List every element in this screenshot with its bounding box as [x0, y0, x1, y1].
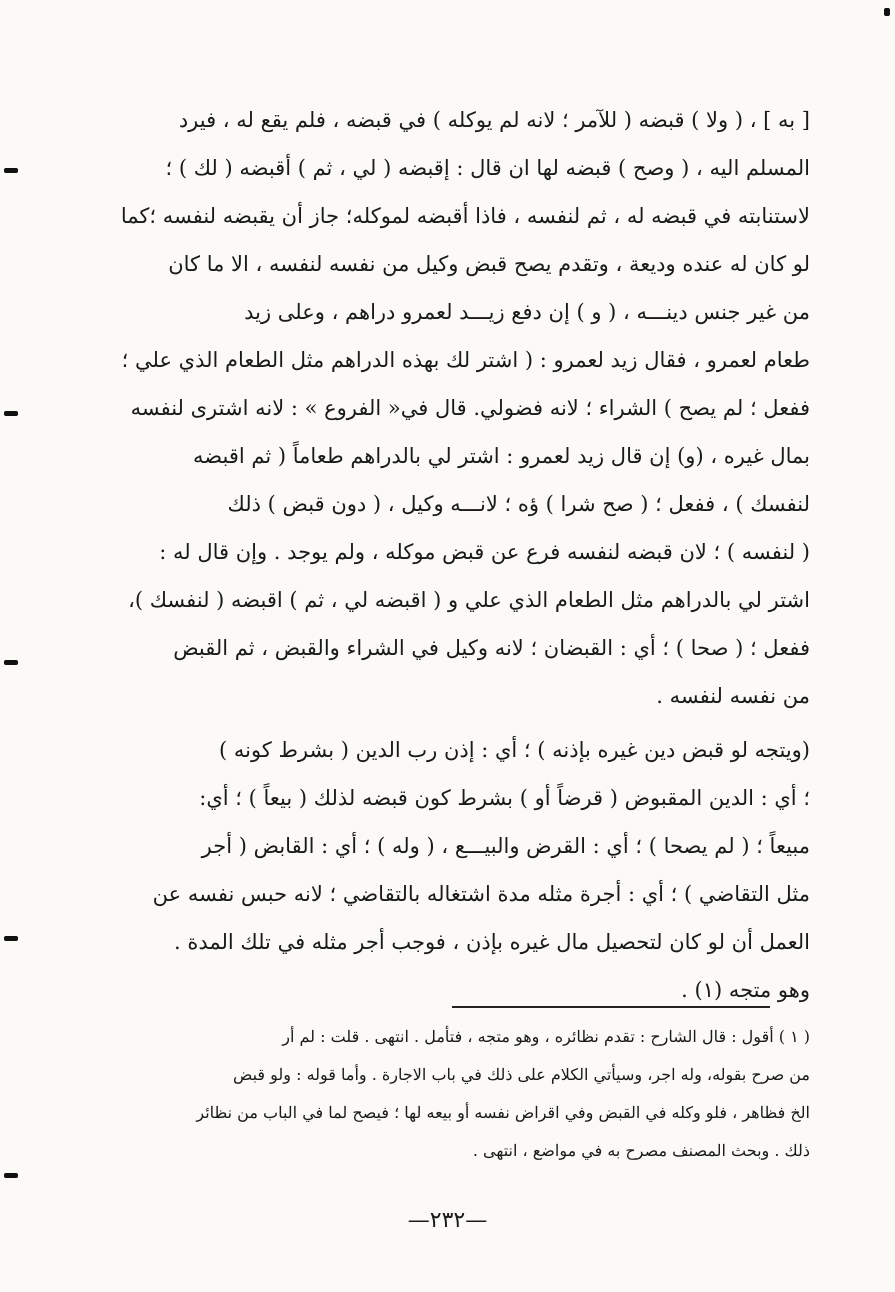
paragraph-1	[118, 96, 810, 720]
text-line: اشتر لي بالدراهم مثل الطعام الذي علي و ( اقبضه لي ، ثم ) اقبضه ( لنفسك )،	[128, 588, 810, 612]
margin-mark	[4, 936, 18, 941]
text-line: [ به ] ، ( ولا ) قبضه ( للآمر ؛ لانه لم يوكله ) في قبضه ، فلم يقع له ، فيرد	[178, 108, 810, 132]
text-line: من نفسه لنفسه .	[656, 684, 810, 708]
text-line: ففعل ؛ ( صحا ) ؛ أي : القبضان ؛ لانه وكيل في الشراء والقبض ، ثم القبض	[173, 636, 810, 660]
text-line: وهو متجه (١) .	[681, 978, 810, 1002]
text-line: ( لنفسه ) ؛ لان قبضه لنفسه فرع عن قبض موكله ، ولم يوجد . وإن قال له :	[159, 540, 810, 564]
footnote-line: من صرح بقوله، وله اجر، وسيأتي الكلام على ذلك في باب الاجارة . وأما قوله : ولو قبض	[232, 1065, 810, 1084]
margin-mark	[4, 1173, 18, 1178]
margin-mark	[4, 168, 18, 173]
text-line: لنفسك ) ، ففعل ؛ ( صح شرا ) ؤه ؛ لانـــه وكيل ، ( دون قبض ) ذلك	[227, 492, 810, 516]
text-line: المسلم اليه ، ( وصح ) قبضه لها ان قال : إقبضه ( لي ، ثم ) أقبضه ( لك ) ؛	[165, 156, 810, 180]
text-line: ففعل ؛ لم يصح ) الشراء ؛ لانه فضولي. قال في« الفروع » : لانه اشترى لنفسه	[130, 396, 810, 420]
main-text	[118, 96, 810, 1014]
footnote-line: ( ١ ) أقول : قال الشارح : تقدم نظائره ، وهو متجه ، فتأمل . انتهى . قلت : لم أر	[282, 1027, 810, 1046]
text-line: طعام لعمرو ، فقال زيد لعمرو : ( اشتر لك بهذه الدراهم مثل الطعام الذي علي ؛	[121, 348, 810, 372]
text-line: العمل أن لو كان لتحصيل مال غيره بإذن ، فوجب أجر مثله في تلك المدة .	[173, 930, 810, 954]
footnote	[118, 1018, 810, 1170]
text-line: بمال غيره ، (و) إن قال زيد لعمرو : اشتر لي بالدراهم طعاماً ( ثم اقبضه	[193, 444, 810, 468]
text-line: من غير جنس دينـــه ، ( و ) إن دفع زيـــد لعمرو دراهم ، وعلى زيد	[244, 300, 810, 324]
margin-mark	[4, 660, 18, 665]
page-number: —٢٣٢—	[407, 1208, 488, 1233]
text-line: (ويتجه لو قبض دين غيره بإذنه ) ؛ أي : إذن رب الدين ( بشرط كونه )	[218, 738, 810, 762]
text-line: لو كان له عنده وديعة ، وتقدم يصح قبض وكيل من نفسه لنفسه ، الا ما كان	[168, 252, 810, 276]
footnote-line: ذلك . وبحث المصنف مصرح به في مواضع ، انتهى .	[472, 1141, 810, 1160]
text-line: لاستنابته في قبضه له ، ثم لنفسه ، فاذا أقبضه لموكله؛ جاز أن يقبضه لنفسه ؛كما	[120, 204, 810, 228]
paragraph-2	[118, 726, 810, 1014]
footnote-divider	[452, 1006, 770, 1008]
footnote-line: الخ فظاهر ، فلو وكله في القبض وفي اقراض نفسه أو بيعه لها ؛ فيصح لما في الباب من نظائر	[196, 1103, 810, 1122]
margin-mark	[884, 8, 890, 16]
margin-mark	[4, 411, 18, 416]
text-line: مبيعاً ؛ ( لم يصحا ) ؛ أي : القرض والبيـــع ، ( وله ) ؛ أي : القابض ( أجر	[201, 834, 810, 858]
text-line: ؛ أي : الدين المقبوض ( قرضاً أو ) بشرط كون قبضه لذلك ( بيعاً ) ؛ أي:	[199, 786, 810, 810]
text-line: مثل التقاضي ) ؛ أي : أجرة مثله مدة اشتغاله بالتقاضي ؛ لانه حبس نفسه عن	[152, 882, 810, 906]
